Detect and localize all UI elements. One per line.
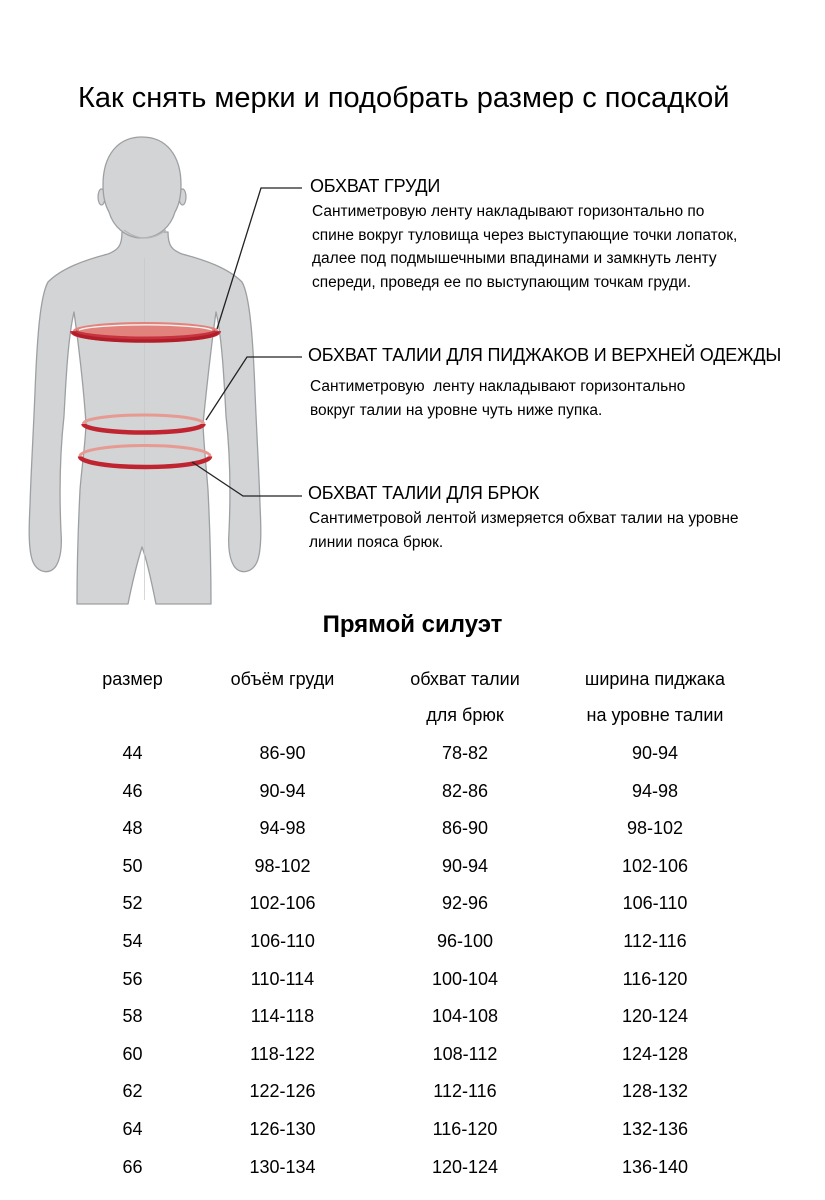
table-row (80, 735, 760, 773)
size-cell: 48 (122, 818, 143, 839)
waist-cell: 86-90 (441, 818, 489, 839)
waist-cell: 112-116 (433, 1081, 497, 1102)
size-cell: 58 (122, 1006, 143, 1027)
table-row (80, 961, 760, 999)
text-line: Сантиметровую ленту накладывают горизонтально (310, 378, 686, 395)
chest-cell: 118-122 (250, 1043, 315, 1064)
size-cell: 64 (122, 1118, 143, 1139)
jacket-cell: 116-120 (622, 968, 688, 989)
table-row (80, 848, 760, 886)
size-cell: 66 (122, 1156, 143, 1177)
section-text-waist-jackets (310, 375, 685, 422)
waist-cell: 90-94 (441, 855, 489, 876)
table-row (80, 1111, 760, 1149)
jacket-cell: 136-140 (621, 1156, 689, 1177)
jacket-cell: 102-106 (621, 855, 689, 876)
col-header-waist-sub: для брюк (426, 705, 504, 725)
size-cell: 44 (122, 743, 143, 763)
jacket-cell: 106-110 (622, 893, 688, 914)
table-row (80, 1149, 760, 1187)
size-cell: 46 (122, 780, 143, 801)
col-header-chest: объём груди (230, 669, 335, 689)
jacket-cell: 124-128 (621, 1043, 689, 1064)
text-line: далее под подмышечными впадинами и замкнуть ленту (312, 250, 717, 267)
size-cell: 56 (122, 968, 143, 989)
text-line: спине вокруг туловища через выступающие точки лопаток, (312, 226, 738, 244)
jacket-cell: 112-116 (623, 930, 687, 951)
size-cell: 52 (122, 893, 143, 914)
chest-cell: 86-90 (259, 743, 306, 763)
male-figure-illustration (0, 130, 320, 620)
text-line: спереди, проведя ее по выступающим точкам груди. (312, 273, 692, 291)
section-text-chest (312, 200, 737, 294)
table-row (80, 1073, 760, 1111)
chest-cell: 90-94 (259, 780, 306, 801)
jacket-cell: 98-102 (626, 818, 684, 839)
chest-cell: 126-130 (249, 1118, 316, 1139)
waist-cell: 100-104 (431, 968, 499, 989)
size-cell: 50 (122, 855, 143, 876)
waist-cell: 82-86 (441, 780, 489, 801)
table-header-row-1 (80, 670, 760, 688)
waist-cell: 96-100 (436, 930, 494, 951)
chest-cell: 94-98 (259, 818, 306, 839)
table-title: Прямой силуэт (322, 611, 503, 638)
col-header-size: размер (102, 669, 163, 689)
section-heading-waist-trousers: ОБХВАТ ТАЛИИ ДЛЯ БРЮК (308, 483, 540, 503)
waist-cell: 104-108 (431, 1006, 499, 1027)
jacket-cell: 120-124 (621, 1006, 689, 1027)
chest-cell: 114-118 (250, 1006, 315, 1027)
table-row (80, 885, 760, 923)
col-header-waist: обхват талии (410, 669, 520, 689)
table-row (80, 1036, 760, 1074)
jacket-cell: 94-98 (631, 780, 679, 801)
chest-cell: 102-106 (249, 893, 316, 914)
waist-cell: 92-96 (441, 893, 489, 914)
chest-cell: 122-126 (249, 1081, 316, 1102)
waist-cell: 120-124 (431, 1156, 499, 1177)
section-heading-chest: ОБХВАТ ГРУДИ (310, 176, 441, 196)
section-heading-waist-jackets: ОБХВАТ ТАЛИИ ДЛЯ ПИДЖАКОВ И ВЕРХНЕЙ ОДЕЖДЫ (308, 345, 782, 365)
jacket-cell: 90-94 (631, 743, 679, 763)
section-text-waist-trousers (309, 507, 739, 554)
waist-cell: 108-112 (432, 1043, 498, 1064)
text-line: Сантиметровой лентой измеряется обхват талии на уровне (309, 510, 739, 527)
head (103, 137, 181, 238)
table-row (80, 923, 760, 961)
waist-cell: 116-120 (432, 1118, 498, 1139)
size-cell: 60 (122, 1043, 143, 1064)
text-line: Сантиметровую ленту накладывают горизонтально по (312, 203, 705, 220)
chest-cell: 130-134 (249, 1156, 316, 1177)
waist-cell: 78-82 (441, 743, 489, 763)
table-header-row-2 (80, 706, 760, 724)
table-row (80, 810, 760, 848)
col-header-spacer (80, 706, 185, 724)
text-line: линии пояса брюк. (309, 533, 444, 551)
size-cell: 54 (122, 930, 143, 951)
table-row (80, 998, 760, 1036)
text-line: вокруг талии на уровне чуть ниже пупка. (310, 401, 603, 419)
jacket-cell: 132-136 (621, 1118, 689, 1139)
chest-cell: 106-110 (250, 930, 315, 951)
table-row (80, 773, 760, 811)
col-header-jacket-sub: на уровне талии (586, 705, 724, 725)
jacket-cell: 128-132 (621, 1081, 689, 1102)
chest-cell: 110-114 (250, 968, 315, 989)
size-cell: 62 (122, 1081, 143, 1102)
page-title: Как снять мерки и подобрать размер с посадкой (78, 82, 730, 114)
col-header-jacket: ширина пиджака (584, 669, 726, 689)
chest-measure-band (73, 322, 218, 341)
size-table-body (80, 735, 760, 1186)
col-header-spacer (185, 706, 380, 724)
chest-cell: 98-102 (254, 855, 311, 876)
